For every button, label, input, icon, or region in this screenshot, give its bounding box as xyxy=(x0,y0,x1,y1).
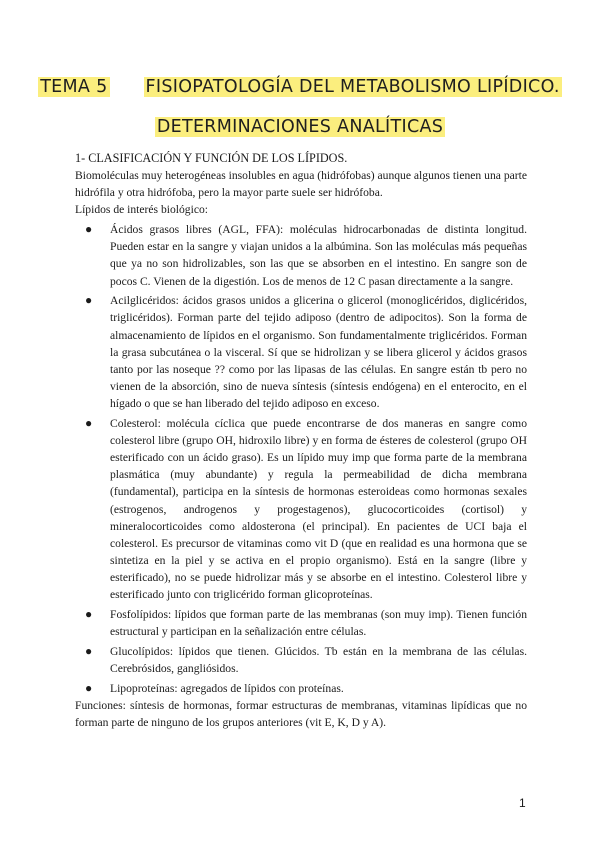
list-item-text: Ácidos grasos libres (AGL, FFA): moléculas hidrocarbonadas de distinta longitud. Pueden estar en la sangre y viajan unidos a la albúmina. Son las moléculas más pequeñas que ya no son hidrolizables, son las que se absorben en el intestino. En sangre son de pocos C. Vienen de la digestión. Los de menos de 12 C pasan directamente a la sangre. xyxy=(110,223,527,288)
title-line-2 xyxy=(0,117,600,137)
bullet-icon: ● xyxy=(85,680,93,695)
lipid-list xyxy=(75,221,527,697)
list-item-text: Fosfolípidos: lípidos que forman parte de las membranas (son muy imp). Tienen función estructural y participan en la señalización entre células. xyxy=(110,608,527,639)
list-item-text: Acilglicéridos: ácidos grasos unidos a glicerina o glicerol (monoglicéridos, diglicéridos, triglicéridos). Forman parte del tejido adiposo (dentro de adipocitos). Son la forma de almacenamiento de lípidos en el organismo. Son fundamentalmente triglicéridos. Forman la grasa subcutánea o la visceral. Sí que se hidrolizan y se libera glicerol y ácidos grasos tanto por las noseque ?? como por las lipasas de las células. En sangre están tb pero no vienen de la absorción, sino de nueva síntesis (síntesis endógena) en el enterocito, en el hígado o que se han liberado del tejido adiposo en exceso. xyxy=(110,294,527,411)
document-body xyxy=(75,150,527,731)
title-line-1 xyxy=(0,77,600,97)
bullet-icon: ● xyxy=(85,643,93,658)
page-number: 1 xyxy=(519,796,526,810)
list-item xyxy=(75,606,527,640)
list-item-text: Colesterol: molécula cíclica que puede encontrarse de dos maneras en sangre como colesterol libre (grupo OH, hidroxilo libre) y en forma de ésteres de colesterol (grupo OH esterificado con un ácido graso). Es un lípido muy imp que forma parte de la membrana plasmática (muy abundante) y regula la permeabilidad de dicha membrana (fundamental), participa en la síntesis de hormonas esteroideas como hormonas sexales (estrogenos, androgenos y progestagenos), glucocorticoides (cortisol) y mineralocorticoides como aldosterona (el principal). En pacientes de UCI baja el colesterol. Es precursor de vitaminas como vit D (que en realidad es una hormona que se sintetiza en la piel y se activa en el propio organismo). Está en la sangre (libre y esterificado), no se puede hidrolizar más y se absorbe en el intestino. Colesterol libre y esterificado junto con triglicérido forman glicoproteínas. xyxy=(110,416,527,602)
bullet-icon: ● xyxy=(85,222,93,237)
list-item xyxy=(75,415,527,604)
section-heading: 1- CLASIFICACIÓN Y FUNCIÓN DE LOS LÍPIDOS. xyxy=(75,151,348,165)
list-item-text: Glucolípidos: lípidos que tienen. Glúcidos. Tb están en la membrana de las células. Cerebrósidos, gangliósidos. xyxy=(110,644,527,676)
title-tema: TEMA 5 xyxy=(40,77,108,97)
list-item xyxy=(75,221,527,290)
functions-paragraph: Funciones: síntesis de hormonas, formar estructuras de membranas, vitaminas lipídicas que no forman parte de ninguno de los grupos anteriores (vit E, K, D y A). xyxy=(75,698,527,729)
list-item xyxy=(75,643,527,677)
title-main: FISIOPATOLOGÍA DEL METABOLISMO LIPÍDICO. xyxy=(145,77,560,97)
intro-paragraph: Biomoléculas muy heterogéneas insolubles en agua (hidrófobas) aunque algunos tienen una parte hidrófila y otra hidrófoba, pero la mayor parte suele ser hidrófoba. xyxy=(75,169,527,200)
bullet-icon: ● xyxy=(85,293,93,308)
title-subtitle: DETERMINACIONES ANALÍTICAS xyxy=(156,117,444,137)
list-item-text: Lipoproteínas: agregados de lípidos con proteínas. xyxy=(110,681,344,695)
list-item xyxy=(75,680,527,697)
bullet-icon: ● xyxy=(85,607,93,622)
list-item xyxy=(75,292,527,412)
lipids-label: Lípidos de interés biológico: xyxy=(75,203,208,217)
bullet-icon: ● xyxy=(85,415,93,430)
